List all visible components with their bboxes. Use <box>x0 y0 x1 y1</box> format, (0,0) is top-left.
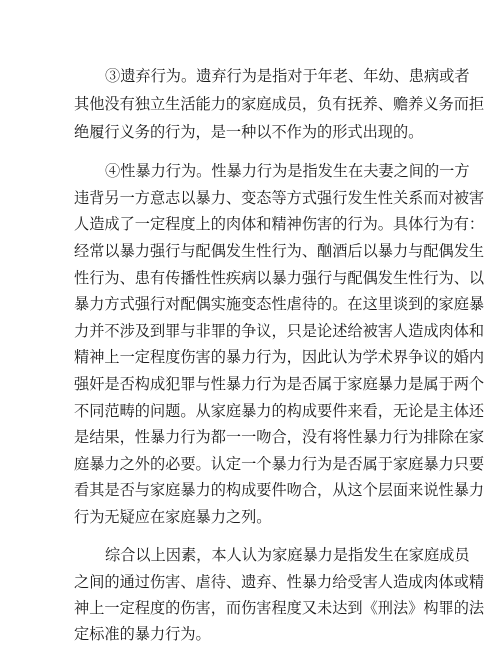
paragraph-2-line-5: 性行为、患有传播性性疾病以暴力强行与配偶发生性行为、以 <box>74 269 485 287</box>
paragraph-2-line-8: 精神上一定程度伤害的暴力行为，因此认为学术界争议的婚内 <box>74 348 485 366</box>
paragraph-1-line-3: 绝履行义务的行为，是一种以不作为的形式出现的。 <box>74 123 424 141</box>
paragraph-2-line-6: 暴力方式强行对配偶实施变态性虐待的。在这里谈到的家庭暴 <box>74 295 485 313</box>
paragraph-3-line-4: 定标准的暴力行为。 <box>74 625 211 643</box>
paragraph-2-line-13: 看其是否与家庭暴力的构成要件吻合，从这个层面来说性暴力 <box>74 481 485 499</box>
paragraph-2-line-1: ④性暴力行为。性暴力行为是指发生在夫妻之间的一方 <box>105 162 470 180</box>
paragraph-2-line-7: 力并不涉及到罪与非罪的争议，只是论述给被害人造成肉体和 <box>74 322 485 340</box>
paragraph-1-line-1: ③遗弃行为。遗弃行为是指对于年老、年幼、患病或者 <box>105 67 470 85</box>
paragraph-1-line-2: 其他没有独立生活能力的家庭成员，负有抚养、赡养义务而拒 <box>74 95 485 113</box>
paragraph-2-line-12: 庭暴力之外的必要。认定一个暴力行为是否属于家庭暴力只要 <box>74 455 485 473</box>
paragraph-2-line-11: 是结果，性暴力行为都一一吻合，没有将性暴力行为排除在家 <box>74 428 485 446</box>
paragraph-3-line-3: 神上一定程度的伤害，而伤害程度又未达到《刑法》构罪的法 <box>74 599 485 617</box>
paragraph-2-line-14: 行为无疑应在家庭暴力之列。 <box>74 508 272 526</box>
paragraph-2-line-9: 强奸是否构成犯罪与性暴力行为是否属于家庭暴力是属于两个 <box>74 375 485 393</box>
paragraph-3-line-1: 综合以上因素，本人认为家庭暴力是指发生在家庭成员 <box>105 546 470 564</box>
paragraph-2-line-4: 经常以暴力强行与配偶发生性行为、酗酒后以暴力与配偶发生 <box>74 242 485 260</box>
paragraph-3-line-2: 之间的通过伤害、虐待、遗弃、性暴力给受害人造成肉体或精 <box>74 573 485 591</box>
paragraph-2-line-3: 人造成了一定程度上的肉体和精神伤害的行为。具体行为有： <box>74 215 485 233</box>
paragraph-2-line-10: 不同范畴的问题。从家庭暴力的构成要件来看，无论是主体还 <box>74 402 485 420</box>
paragraph-2-line-2: 违背另一方意志以暴力、变态等方式强行发生性关系而对被害 <box>74 189 485 207</box>
